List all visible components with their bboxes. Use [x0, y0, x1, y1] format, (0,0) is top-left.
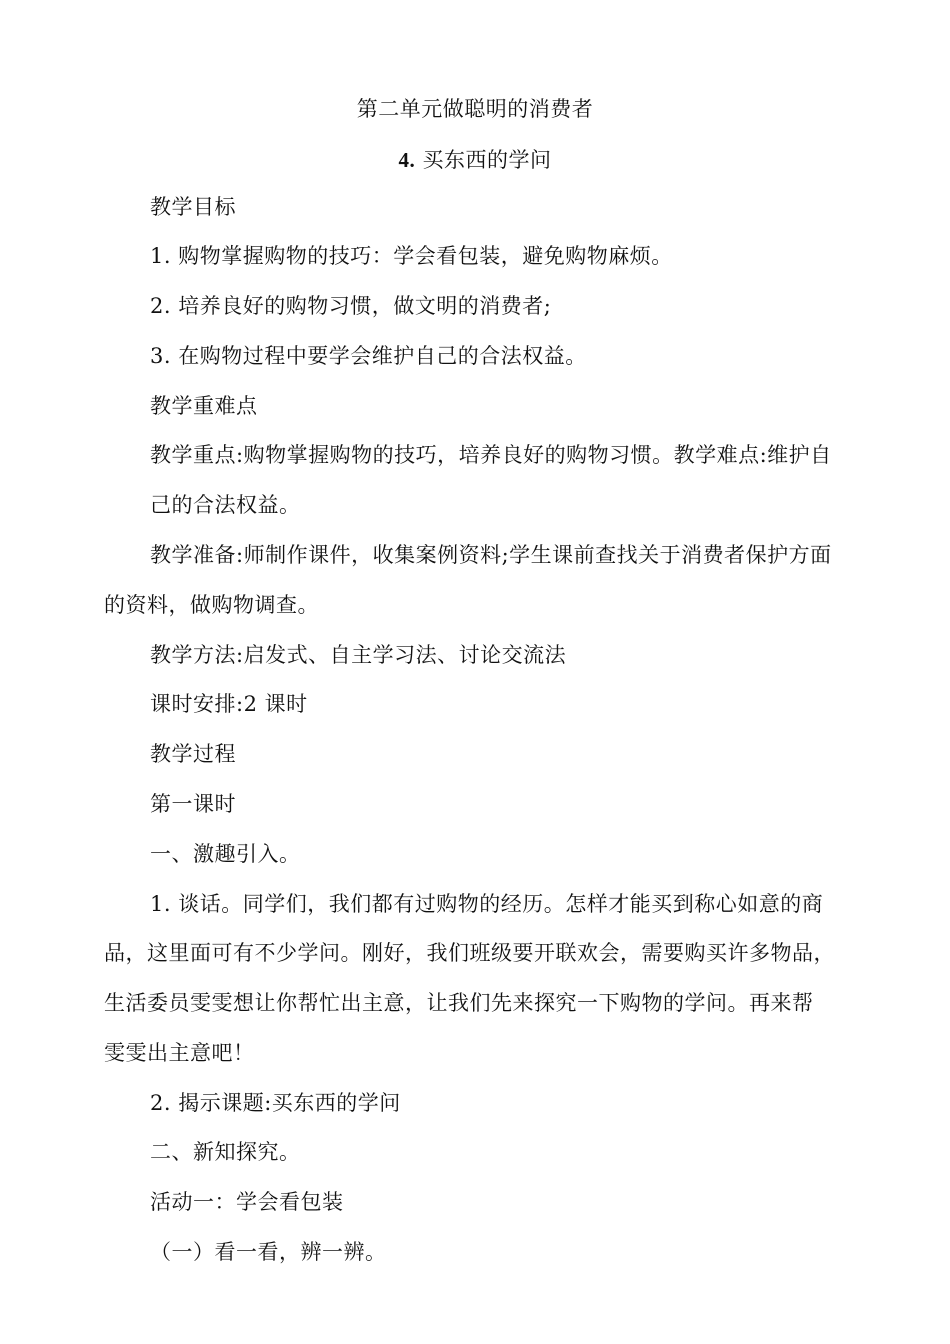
paragraph: 生活委员雯雯想让你帮忙出主意，让我们先来探究一下购物的学问。再来帮 — [104, 991, 814, 1015]
paragraph: （一）看一看，辨一辨。 — [150, 1240, 387, 1264]
paragraph: 品，这里面可有不少学问。刚好，我们班级要开联欢会，需要购买许多物品， — [104, 941, 835, 965]
paragraph: 2. 揭示课题:买东西的学问 — [150, 1091, 401, 1115]
lesson-title — [0, 146, 950, 174]
paragraph: 雯雯出主意吧！ — [104, 1041, 255, 1065]
paragraph: 第一课时 — [150, 792, 236, 816]
unit-title: 第二单元做聪明的消费者 — [356, 97, 594, 121]
paragraph: 教学重点:购物掌握购物的技巧，培养良好的购物习惯。教学难点:维护自 — [150, 443, 832, 467]
paragraph: 教学过程 — [150, 742, 236, 766]
paragraph: 教学方法:启发式、自主学习法、讨论交流法 — [150, 643, 567, 667]
paragraph: 3. 在购物过程中要学会维护自己的合法权益。 — [150, 344, 587, 368]
paragraph: 教学准备:师制作课件，收集案例资料;学生课前查找关于消费者保护方面 — [150, 543, 832, 567]
paragraph: 的资料，做购物调查。 — [104, 593, 319, 617]
paragraph: 1. 购物掌握购物的技巧：学会看包装，避免购物麻烦。 — [150, 244, 673, 268]
paragraph: 1. 谈话。同学们，我们都有过购物的经历。怎样才能买到称心如意的商 — [150, 892, 824, 916]
paragraph: 教学重难点 — [150, 394, 258, 418]
paragraph: 活动一：学会看包装 — [150, 1190, 344, 1214]
lesson-title-text: 买东西的学问 — [422, 148, 552, 172]
lesson-number: 4. — [398, 148, 416, 172]
paragraph: 一、激趣引入。 — [150, 842, 301, 866]
paragraph: 教学目标 — [150, 195, 236, 219]
paragraph: 二、新知探究。 — [150, 1140, 301, 1164]
paragraph: 己的合法权益。 — [150, 493, 301, 517]
paragraph: 课时安排:2 课时 — [150, 692, 308, 716]
paragraph: 2. 培养良好的购物习惯，做文明的消费者; — [150, 294, 552, 318]
